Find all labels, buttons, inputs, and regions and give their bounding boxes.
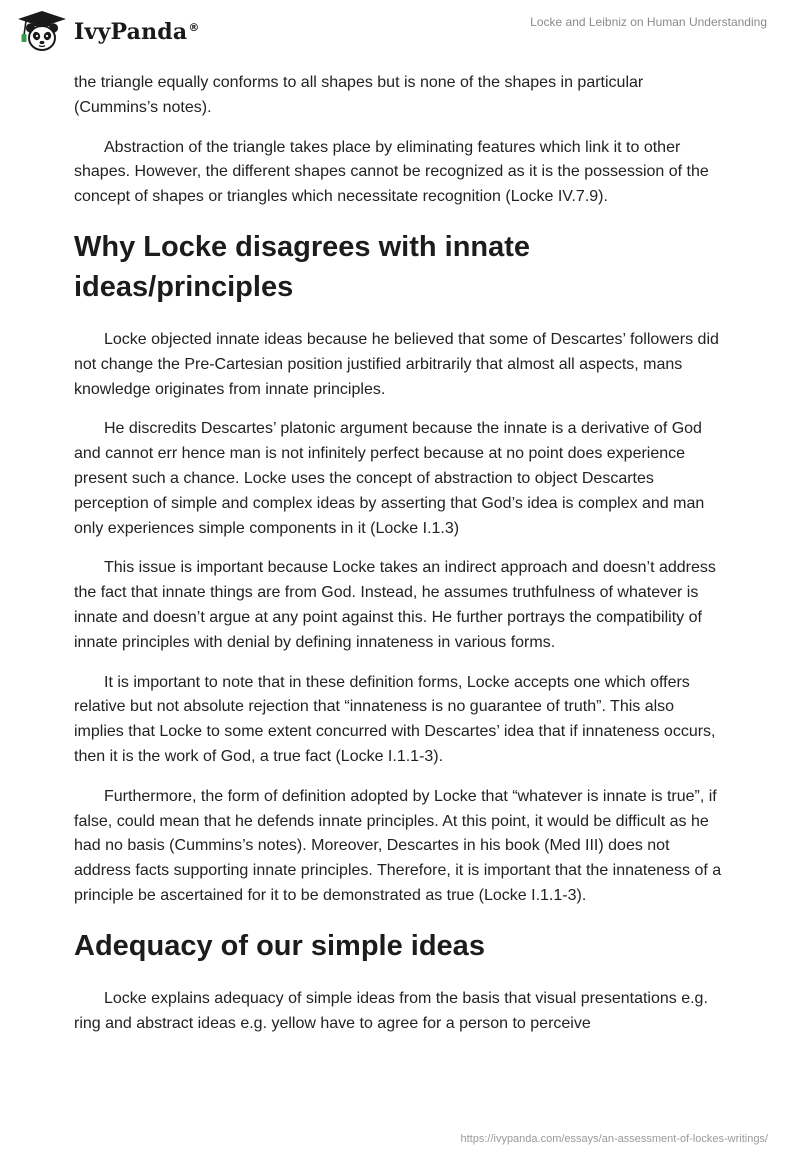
paragraph: This issue is important because Locke takes an indirect approach and doesn’t address the fact that innate things are from God. Instead, he assumes truthfulness of whatever is innate and doesn’t argue at any point against this. He further portrays the compatibility of innate principles with denial by defining innateness in various forms.: [74, 559, 716, 651]
registered-mark: ®: [188, 20, 200, 34]
paragraph: Locke explains adequacy of simple ideas from the basis that visual presentations e.g. ring and abstract ideas e.g. yellow have to agree for a person to perceive: [74, 989, 708, 1032]
section-heading-adequacy: Adequacy of our simple ideas: [74, 929, 485, 962]
paragraph: Furthermore, the form of definition adopted by Locke that “whatever is innate is true”, if false, could mean that he defends innate principles. At this point, it would be difficult as he had no basis (Cummins’s notes). Moreover, Descartes in his book (Med III) does not address facts supporting innate principles. Therefore, it is important that the innateness of a principle be ascertained for it to be demonstrated as true (Locke I.1.1-3).: [74, 787, 722, 904]
ivypanda-logo[interactable]: [16, 8, 200, 54]
paragraph: Abstraction of the triangle takes place by eliminating features which link it to other shapes. However, the different shapes cannot be recognized as it is the possession of the concept of shapes or triangles which necessitate recognition (Locke IV.7.9).: [74, 138, 709, 206]
section-heading-innate-ideas: Why Locke disagrees with innate ideas/principles: [74, 230, 531, 303]
paragraph: He discredits Descartes’ platonic argument because the innate is a derivative of God and cannot err hence man is not infinitely perfect because at no point does experience present such a chance. Locke uses the concept of abstraction to object Descartes perception of simple and complex ideas by asserting that God’s idea is complex and man only experiences simple components in it (Locke I.1.3): [74, 420, 705, 537]
document-title: Locke and Leibniz on Human Understanding: [530, 15, 767, 29]
paragraph: It is important to note that in these definition forms, Locke accepts one which offers relative but not absolute rejection that “innateness is no guarantee of truth”. This also implies that Locke to some extent concurred with Descartes’ idea that if innateness occurs, then it is the work of God, a true fact (Locke I.1.1-3).: [74, 673, 716, 765]
paragraph-continuation: the triangle equally conforms to all shapes but is none of the shapes in particular (Cummins’s notes).: [74, 74, 644, 116]
page-header: [0, 0, 800, 66]
logo-text: IvyPanda®: [74, 19, 200, 45]
source-url-link[interactable]: https://ivypanda.com/essays/an-assessment-of-lockes-writings/: [460, 1133, 768, 1145]
essay-content: [74, 71, 728, 1051]
panda-graduation-cap-icon: [16, 9, 68, 53]
paragraph: Locke objected innate ideas because he believed that some of Descartes’ followers did not change the Pre-Cartesian position justified arbitrarily that almost all aspects, mans knowledge originates from innate principles.: [74, 330, 719, 398]
